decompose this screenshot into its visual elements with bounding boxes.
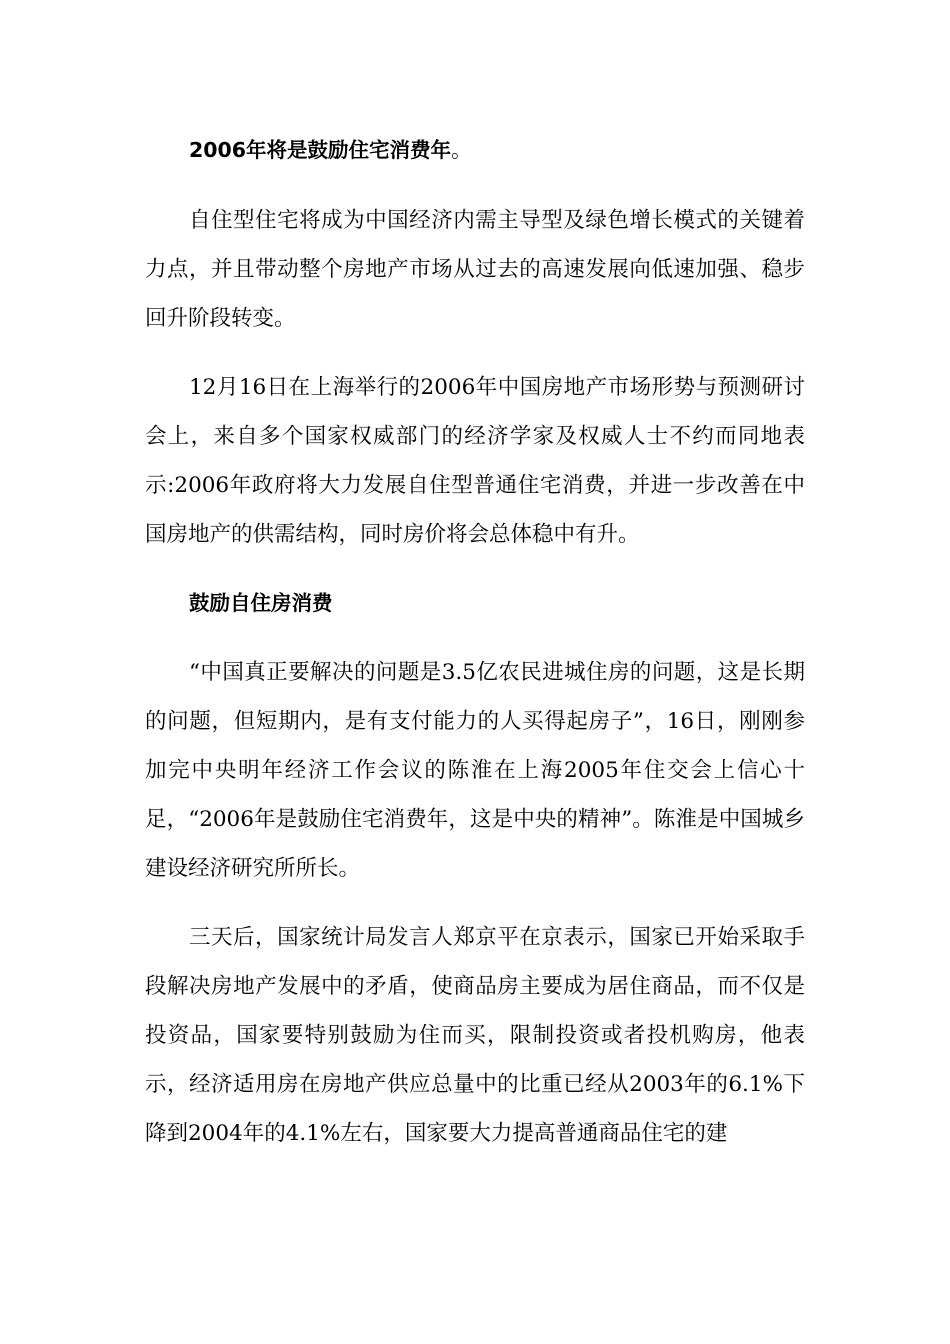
paragraph-1: 自住型住宅将成为中国经济内需主导型及绿色增长模式的关键着力点，并且带动整个房地产市场从过去的高速发展向低速加强、稳步回升阶段转变。 <box>145 208 805 331</box>
section-paragraph-2: 三天后，国家统计局发言人郑京平在京表示，国家已开始采取手段解决房地产发展中的矛盾，使商品房主要成为居住商品，而不仅是投资品，国家要特别鼓励为住而买，限制投资或者投机购房，他表示，经济适用房在房地产供应总量中的比重已经从2003年的6.1%下降到2004年的4.1%左右，国家要大力提高普通商品住宅的建 <box>145 925 805 1146</box>
section-heading: 鼓励自住房消费 <box>189 591 333 615</box>
document-title-punctuation: 。 <box>451 138 472 162</box>
section-paragraph-1: “中国真正要解决的问题是3.5亿农民进城住房的问题，这是长期的问题，但短期内，是有支付能力的人买得起房子”，16日，刚刚参加完中央明年经济工作会议的陈淮在上海2005年住交会上信心十足，“2006年是鼓励住宅消费年，这是中央的精神”。陈淮是中国城乡建设经济研究所所长。 <box>145 660 805 881</box>
document-title <box>145 126 805 175</box>
document-body <box>145 126 805 1178</box>
document-title-text: 2006年将是鼓励住宅消费年 <box>189 138 452 162</box>
paragraph-2: 12月16日在上海举行的2006年中国房地产市场形势与预测研讨会上，来自多个国家权威部门的经济学家及权威人士不约而同地表示:2006年政府将大力发展自住型普通住宅消费，并进一步改善在中国房地产的供需结构，同时房价将会总体稳中有升。 <box>145 375 805 547</box>
